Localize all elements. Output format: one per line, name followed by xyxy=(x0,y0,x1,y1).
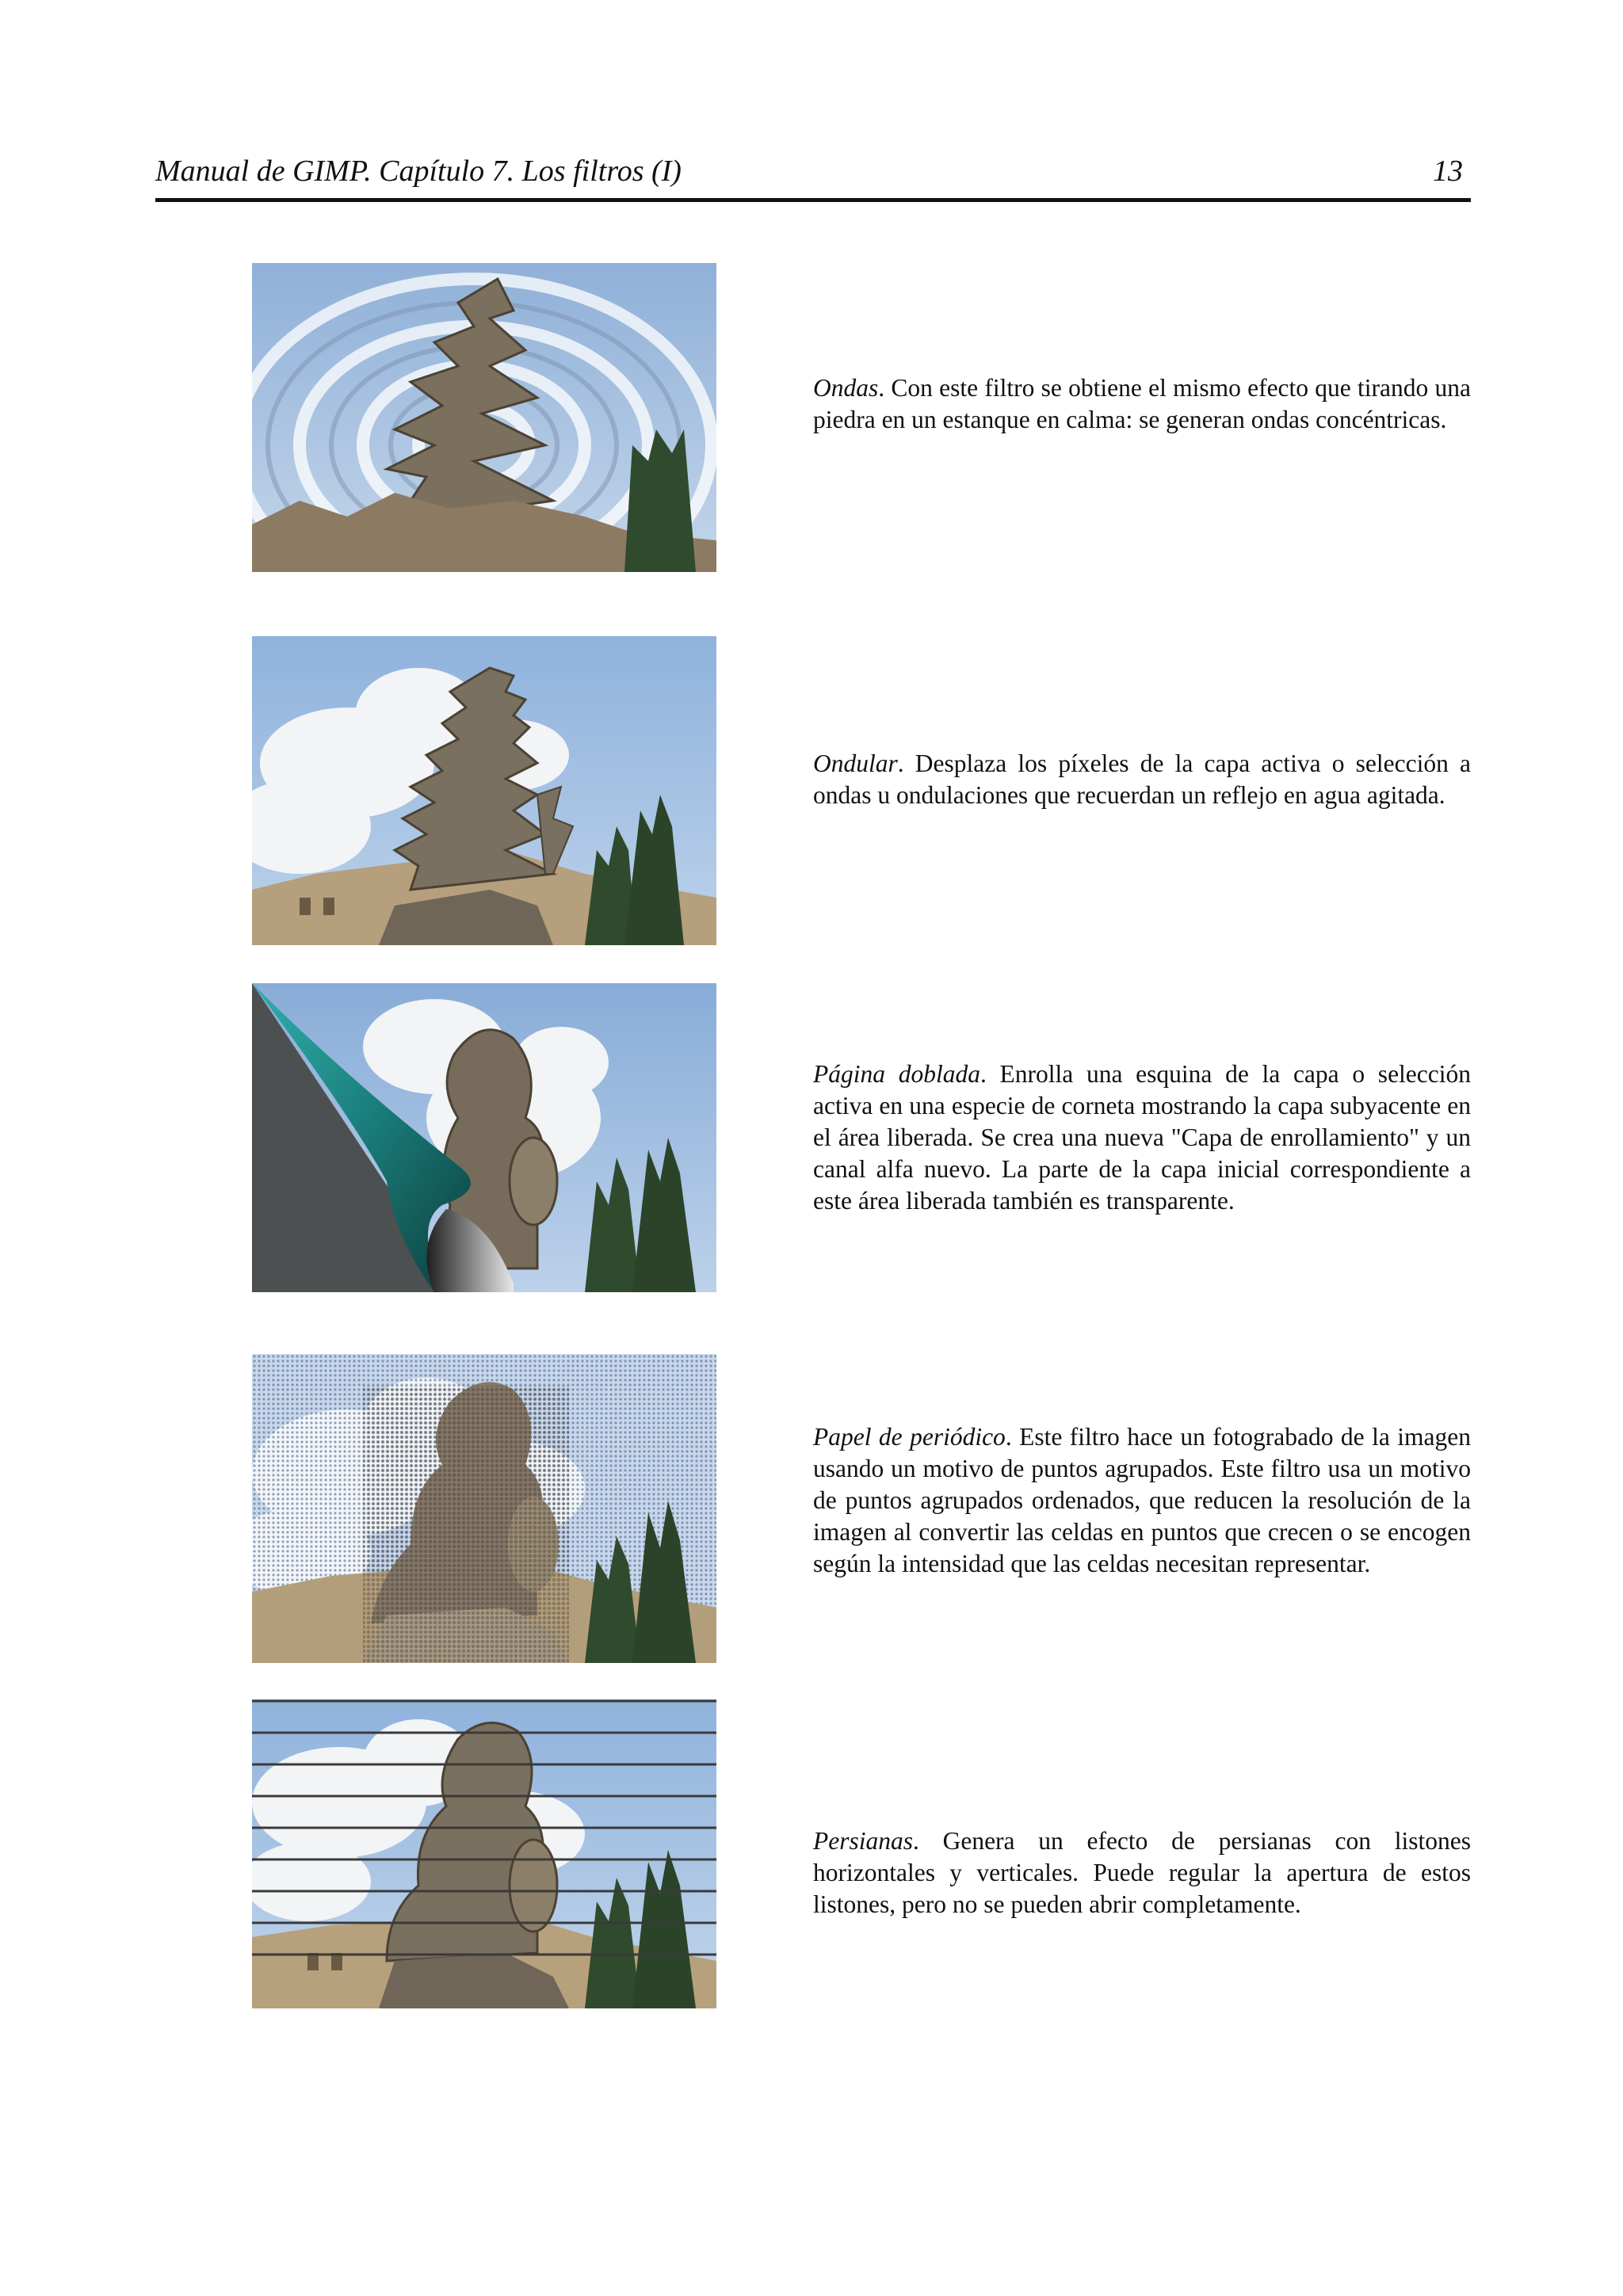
filter-image-pagina-doblada xyxy=(252,983,716,1292)
lion-statue-newsprint-photo xyxy=(252,1354,716,1663)
lion-statue-page-curl-photo xyxy=(252,983,716,1292)
filter-image-ondular xyxy=(252,636,716,945)
filter-description-ondas: Ondas. Con este filtro se obtiene el mismo efecto que tirando una piedra en un estanque en calma: se generan ondas concéntricas. xyxy=(813,374,1471,433)
running-title: Manual de GIMP. Capítulo 7. Los filtros (I) xyxy=(155,154,682,188)
filter-description-papel-de-periodico: Papel de periódico. Este filtro hace un fotograbado de la imagen usando un motivo de puntos agrupados. Este filtro usa un motivo de puntos agrupados ordenados, que reducen la resolución de la imagen al convertir las celdas en puntos que crecen o se encogen según la intensidad que las celdas necesitan representar. xyxy=(813,1423,1471,1577)
lion-statue-waves-photo xyxy=(252,636,716,945)
page-number: 13 xyxy=(1433,154,1463,188)
lion-statue-ripple-photo xyxy=(252,263,716,572)
page-header xyxy=(155,151,1471,202)
filter-image-papel-de-periodico xyxy=(252,1354,716,1663)
filter-image-persianas xyxy=(252,1699,716,2008)
filter-description-pagina-doblada: Página doblada. Enrolla una esquina de la capa o selección activa en una especie de corneta mostrando la capa subyacente en el área liberada. Se crea una nueva "Capa de enrollamiento" y un canal alfa nuevo. La parte de la capa inicial correspondiente a este área liberada también es transparente. xyxy=(813,1060,1471,1215)
filter-description-ondular: Ondular. Desplaza los píxeles de la capa activa o selección a ondas u ondulaciones que recuerdan un reflejo en agua agitada. xyxy=(813,749,1471,809)
filter-description-persianas: Persianas. Genera un efecto de persianas con listones horizontales y verticales. Puede regular la apertura de estos listones, pero no se pueden abrir completamente. xyxy=(813,1827,1471,1918)
lion-statue-blinds-photo xyxy=(252,1699,716,2008)
filter-image-ondas xyxy=(252,263,716,572)
